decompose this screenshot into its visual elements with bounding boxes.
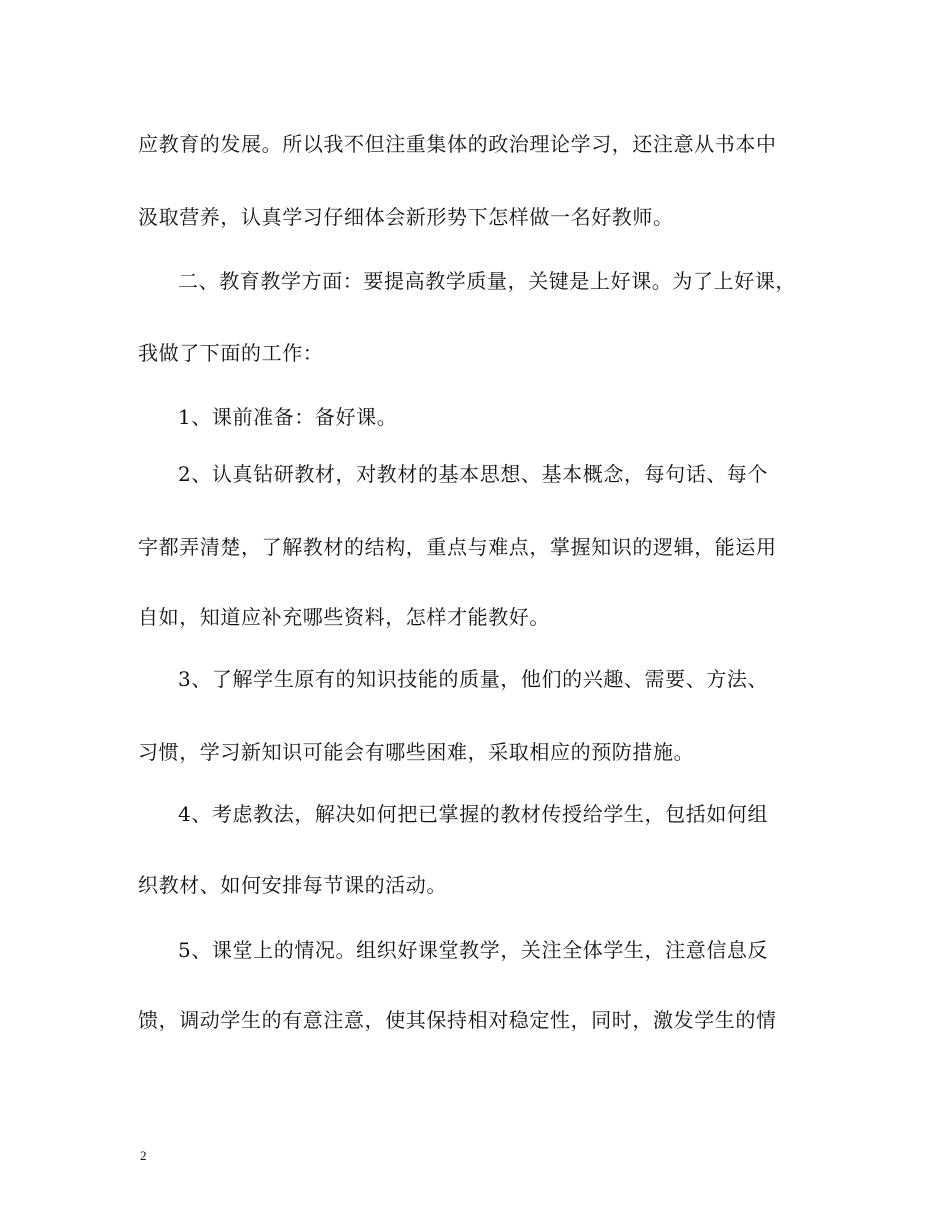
text-line: 应教育的发展。所以我不但注重集体的政治理论学习，还注意从书本中 [138, 132, 777, 156]
text-line: 汲取营养，认真学习仔细体会新形势下怎样做一名好教师。 [138, 205, 674, 229]
page-number: 2 [140, 1148, 147, 1163]
text-line: 字都弄清楚，了解教材的结构，重点与难点，掌握知识的逻辑，能运用 [138, 535, 777, 559]
text-line: 馈，调动学生的有意注意，使其保持相对稳定性，同时，激发学生的情 [138, 1008, 777, 1032]
text-line: 习惯，学习新知识可能会有哪些困难，采取相应的预防措施。 [138, 740, 695, 764]
text-line: 织教材、如何安排每节课的活动。 [138, 873, 447, 897]
text-line: 1、课前准备：备好课。 [178, 405, 398, 429]
text-line: 自如，知道应补充哪些资料，怎样才能教好。 [138, 605, 550, 629]
text-line: 二、教育教学方面：要提高教学质量，关键是上好课。为了上好课， [178, 269, 796, 293]
text-line: 5、课堂上的情况。组织好课堂教学，关注全体学生，注意信息反 [178, 938, 769, 962]
text-line: 3、了解学生原有的知识技能的质量，他们的兴趣、需要、方法、 [178, 667, 769, 691]
text-line: 我做了下面的工作： [138, 341, 324, 365]
text-line: 4、考虑教法，解决如何把已掌握的教材传授给学生，包括如何组 [178, 802, 769, 826]
text-line: 2、认真钻研教材，对教材的基本思想、基本概念，每句话、每个 [178, 462, 769, 486]
